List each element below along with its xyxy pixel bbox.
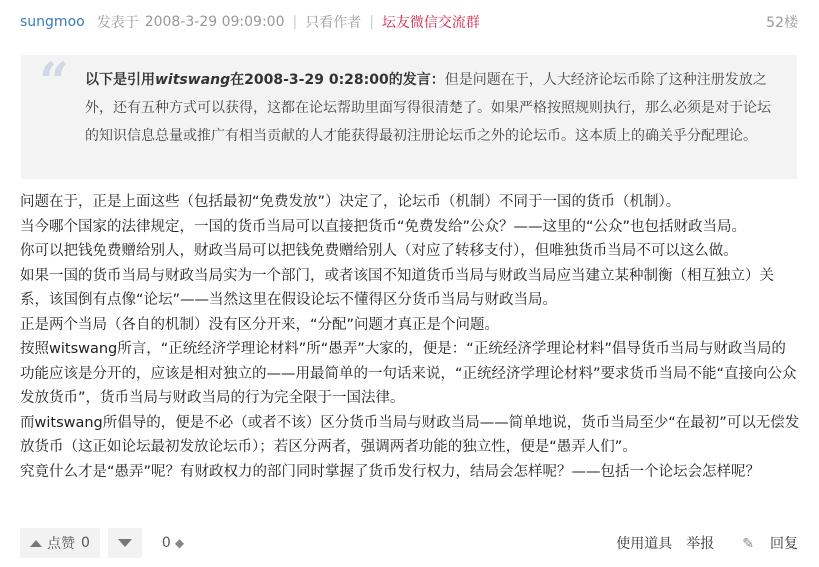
posted-time: 2008-3-29 09:09:00: [144, 14, 285, 30]
author-link[interactable]: sungmoo: [20, 14, 85, 30]
like-count: 0: [81, 535, 90, 551]
content-paragraph: 正是两个当局（各自的机制）没有区分开来，“分配”问题才真正是个问题。: [20, 316, 500, 333]
content-paragraph: 而witswang所倡导的，便是不必（或者不该）区分货币当局与财政当局——简单地说，货币当局至少“在最初”可以无偿发放货币（这正如论坛最初发放论坛币）；若区分两者，强调两者功能的独立性，便是“愚弄人们”。: [20, 414, 800, 455]
post-header: [20, 10, 798, 34]
quote-lead-suffix: 在2008-3-29 0:28:00的发言：: [230, 72, 445, 88]
group-link[interactable]: 坛友微信交流群: [381, 15, 480, 31]
report-link[interactable]: 举报: [686, 536, 715, 552]
thumbs-down-icon: [118, 539, 132, 547]
post-content: [20, 190, 800, 484]
post-actions: [602, 533, 798, 553]
content-paragraph: 你可以把钱免费赠给别人，财政当局可以把钱免费赠给别人（对应了转移支付），但唯独货币当局不可以这么做。: [20, 243, 738, 259]
quoted-user: witswang: [155, 72, 231, 88]
post-footer: [20, 528, 798, 558]
pencil-icon: ✎: [742, 536, 754, 552]
quote-mark-icon: “: [39, 52, 69, 113]
like-button[interactable]: [20, 528, 100, 558]
tag-icon[interactable]: ◆: [174, 536, 185, 550]
thumbs-up-icon: [30, 540, 42, 547]
content-paragraph: 按照witswang所言，“正统经济学理论材料”所“愚弄”大家的，便是：“正统经济学理论材料”倡导货币当局与财政当局的功能应该是分开的，应该是相对独立的——用最简单的一句话来说，“正统经济学理论材料”要求货币当局不能“直接向公众发放货币”，货币当局与财政当局的行为完全限于一国法律。: [20, 341, 797, 406]
posted-label: 发表于: [96, 15, 139, 31]
reply-label: 回复: [770, 536, 798, 552]
quote-text: [85, 66, 779, 150]
only-author-link[interactable]: 只看作者: [305, 15, 362, 31]
quote-block: [21, 52, 797, 179]
quote-lead-prefix: 以下是引用: [85, 72, 155, 88]
content-paragraph: 究竟什么才是“愚弄”呢？有财政权力的部门同时掌握了货币发行权力，结局会怎样呢？——包括一个论坛会怎样呢？: [20, 463, 761, 480]
dislike-button[interactable]: [108, 528, 142, 558]
reply-link[interactable]: [728, 533, 798, 553]
content-paragraph: 问题在于，正是上面这些（包括最初“免费发放”）决定了，论坛币（机制）不同于一国的货币（机制）。: [20, 194, 681, 210]
use-tools-link[interactable]: 使用道具: [616, 536, 673, 552]
separator: |: [369, 14, 374, 30]
separator: |: [292, 14, 298, 30]
content-paragraph: 当今哪个国家的法律规定，一国的货币当局可以直接把货币“免费发给”公众？——这里的“公众”也包括财政当局。: [20, 218, 747, 235]
quote-body: 但是问题在于，人大经济论坛币除了这种注册发放之外，还有五种方式可以获得，这都在论坛帮助里面写得很清楚了。如果严格按照规则执行，那么必须是对于论坛的知识信息总量或推广有相当贡献的人才能获得最初注册论坛币之外的论坛币。这本质上的确关乎分配理论。: [85, 72, 771, 144]
floor-number: 52楼: [766, 15, 798, 31]
content-paragraph: 如果一国的货币当局与财政当局实为一个部门，或者该国不知道货币当局与财政当局应当建立某种制衡（相互独立）关系，该国倒有点像“论坛”——当然这里在假设论坛不懂得区分货币当局与财政当局。: [20, 267, 774, 308]
like-label: 点赞: [47, 536, 75, 552]
tag-count: 0: [161, 535, 171, 551]
quote-lead: [85, 72, 445, 88]
